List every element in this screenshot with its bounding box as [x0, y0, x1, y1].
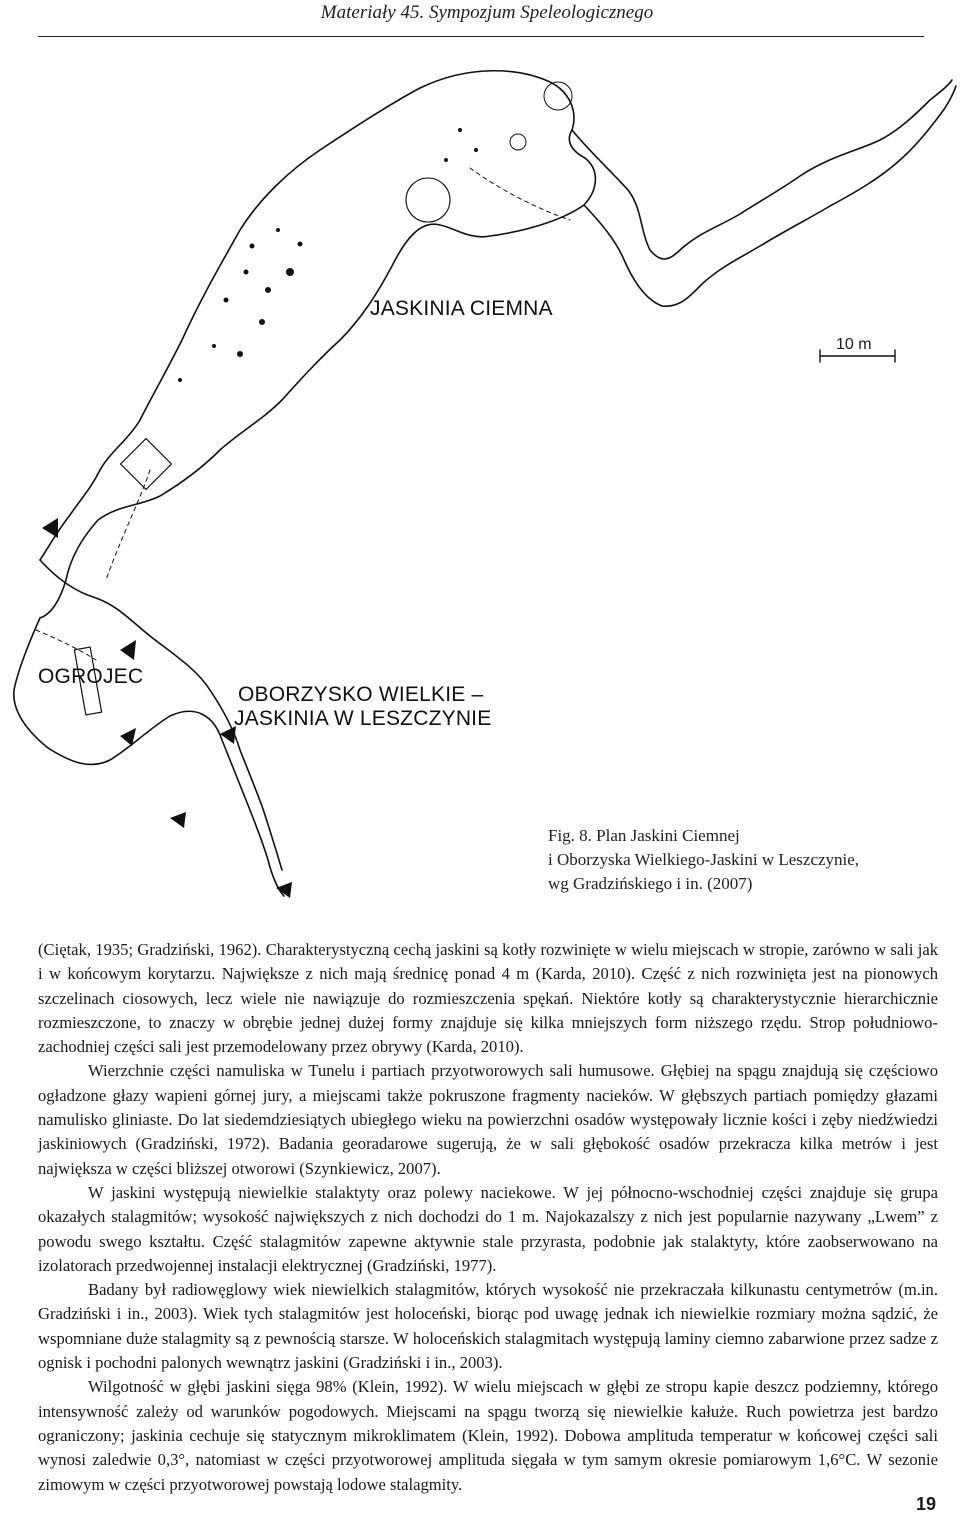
label-oborzysko-line2: JASKINIA W LESZCZYNIE [234, 707, 492, 730]
scale-label: 10 m [836, 336, 872, 353]
label-oborzysko-line1: OBORZYSKO WIELKIE – [238, 683, 484, 706]
label-ogrojec: OGROJEC [38, 665, 144, 688]
page-number: 19 [915, 1494, 936, 1514]
cave-map-figure [0, 40, 960, 920]
caption-line: wg Gradzińskiego i in. (2007) [548, 874, 753, 893]
caption-line: i Oborzyska Wielkiego-Jaskini w Leszczynie, [548, 850, 860, 869]
paragraph: W jaskini występują niewielkie stalaktyty oraz polewy naciekowe. W jej północno-wschodniej części znajduje się grupa okazałych stalagmitów; wysokość największych z nich dochodzi do 1 m. Najokazalszy z nich jest popularnie nazywany „Lwem” z powodu swego kształtu. Część stalagmitów zapewne aktywnie stale przyrasta, podobnie jak stalaktyty, które zaobserwowano na izolatorach przedwojennej instalacji elektrycznej (Gradziński, 1977). [38, 1182, 938, 1275]
figure-caption [548, 824, 859, 896]
paragraph: Wilgotność w głębi jaskini sięga 98% (Klein, 1992). W wielu miejscach w głębi ze stropu kapie deszcz podziemny, którego intensywność zależy od warunków pogodowych. Miejscami na spągu tworzą się niewielkie kałuże. Ruch powietrza jest bardzo ograniczony; jaskinia cechuje się statycznym mikroklimatem (Klein, 1992). Dobowa amplituda temperatur w końcowej części sali wynosi zaledwie 0,3°, natomiast w części przyotworowej amplituda sięgała w tym samym okresie pomiarowym 1,6°C. W sezonie zimowym w części przyotworowej powstają lodowe stalagmity. [38, 1377, 938, 1494]
paragraph: Badany był radiowęglowy wiek niewielkich stalagmitów, których wysokość nie przekraczała kilkunastu centymetrów (m.in. Gradziński i in., 2003). Wiek tych stalagmitów jest holoceński, biorąc pod uwagę jednak ich niewielkie rozmiary można sądzić, że wspomniane duże stalagmity są z pewnością starsze. W holoceńskich stalagmitach występują laminy ciemno zabarwione przez sadze z ognisk i pochodni palonych wewnątrz jaskini (Gradziński i in., 2003). [38, 1280, 938, 1373]
label-jaskinia-ciemna: JASKINIA CIEMNA [370, 297, 553, 320]
cave-chamber-outline [40, 71, 595, 618]
header-rule [38, 36, 924, 37]
body-text [38, 938, 938, 1497]
paragraph: (Ciętak, 1935; Gradziński, 1962). Charakterystyczną cechą jaskini są kotły rozwinięte w wielu miejscach w stropie, zarówno w sali jak i w końcowym korytarzu. Największe z nich mają średnicę ponad 4 m (Karda, 2010). Część z nich rozwinięta jest na pionowych szczelinach ciosowych, lecz wiele nie nawiązuje do rozmieszczenia spękań. Niektóre kotły są charakterystycznie hierarchicznie rozmieszczone, to znaczy w obrębie jednej dużej formy znajduje się kilka mniejszych form niższego rzędu. Strop południowo-zachodniej części sali jest przemodelowany przez obrywy (Karda, 2010). [38, 940, 938, 1057]
caption-line: Fig. 8. Plan Jaskini Ciemnej [548, 826, 740, 845]
paragraph: Wierzchnie części namuliska w Tunelu i partiach przyotworowych sali humusowe. Głębiej na spągu znajdują się częściowo ogładzone głazy wapieni górnej jury, a miejscami także pokruszone fragmenty nacieków. W głębszych partiach pomiędzy głazami namulisko gliniaste. Do lat siedemdziesiątych ubiegłego wieku na powierzchni osadów występowały licznie kości i zęby niedźwiedzi jaskiniowych (Gradziński, 1972). Badania georadarowe sugerują, że w sali głębokość osadów przekracza kilka metrów i jest największa w części bliższej otworowi (Szynkiewicz, 2007). [38, 1061, 938, 1178]
running-head: Materiały 45. Sympozjum Speleologicznego [320, 2, 654, 23]
cave-corridor-outline [572, 80, 956, 306]
